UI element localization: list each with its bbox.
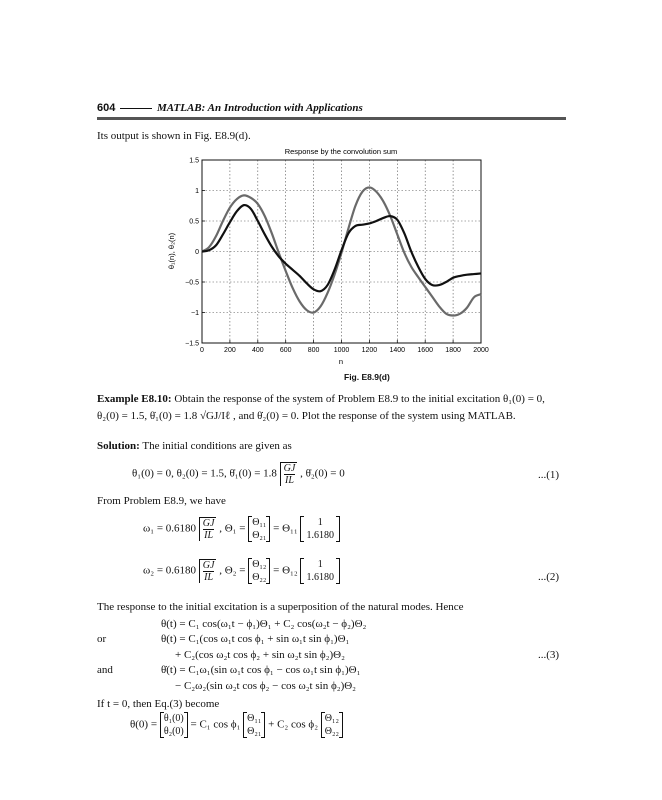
eq1-denominator: IL: [285, 475, 294, 486]
intro-text: Its output is shown in Fig. E8.9(d).: [97, 130, 251, 142]
y-axis-label: θ₁(n), θ₂(n): [167, 232, 176, 270]
if-t-zero-text: If t = 0, then Eq.(3) become: [97, 698, 220, 710]
eq4-m2-bottom: Θ₂₂: [324, 726, 339, 737]
theta2-vec-bottom: Θ₂₂: [252, 572, 267, 583]
theta2-val-bottom: 1.6180: [306, 572, 334, 583]
header-rule: [97, 117, 566, 120]
x-tick-label: 400: [251, 347, 264, 354]
y-tick-label: −1.5: [185, 340, 199, 348]
eq4-vec-bottom: θ₂(0): [163, 726, 184, 737]
theta1-val-top: 1: [317, 517, 323, 528]
and-label: and: [97, 664, 113, 676]
y-tick-label: 0: [195, 249, 199, 256]
eq4-theta-vector: [160, 712, 188, 738]
theta2-val-top: 1: [317, 559, 323, 570]
w1-mid: , Θ₁ =: [219, 522, 246, 535]
theta2-values: [300, 558, 340, 584]
x-tick-label: 0: [200, 347, 204, 354]
equation-1: [132, 462, 345, 486]
theta1-val-bottom: 1.6180: [306, 530, 334, 541]
example-line-1: [97, 392, 545, 406]
omega-1-equation: [143, 516, 340, 542]
eq1-numerator: GJ: [283, 463, 296, 474]
w2-denominator: IL: [204, 572, 214, 583]
eq1-left: θ₁(0) = 0, θ₂(0) = 1.5, θ̇₁(0) = 1.8: [132, 467, 277, 480]
x-tick-label: 1200: [361, 347, 378, 354]
eq1-ref: ...(1): [538, 469, 560, 481]
eq3-line-d: θ̇(t) = C₁ω₁(sin ω₁t cos ϕ₁ − cos ω₁t sin ϕ₁)Θ₁: [161, 664, 361, 676]
eq3-line-b: θ(t) = C₁(cos ω₁t cos ϕ₁ + sin ω₁t sin ϕ₁)Θ₁: [161, 633, 350, 645]
y-tick-label: 1.5: [189, 157, 199, 165]
chart-ticks: [185, 158, 489, 355]
example-line-2: θ₂(0) = 1.5, θ̇₁(0) = 1.8 √GJ/Iℓ , and θ̇₂(0) = 0. Plot the response of the system using MATLAB.: [97, 410, 516, 422]
x-tick-label: 200: [224, 347, 236, 354]
x-tick-label: 1600: [417, 347, 433, 354]
w2-left: ω₂ = 0.6180: [143, 564, 197, 577]
theta1-vector: [248, 516, 270, 542]
figure-caption: Fig. E8.9(d): [344, 372, 390, 382]
from-problem-text: From Problem E8.9, we have: [97, 495, 226, 507]
x-tick-label: 1800: [445, 347, 461, 354]
x-tick-label: 600: [279, 347, 292, 354]
y-tick-label: −0.5: [185, 279, 199, 287]
or-label: or: [97, 633, 107, 645]
eq1-right: , θ̇₂(0) = 0: [300, 467, 345, 480]
eq3-line-c: + C₂(cos ω₂t cos ϕ₂ + sin ω₂t sin ϕ₂)Θ₂: [175, 649, 345, 661]
eq4-m1-top: Θ₁₁: [247, 713, 262, 724]
omega-2-equation: [143, 558, 340, 584]
eq3-line-a: θ(t) = C₁ cos(ω₁t − ϕ₁)Θ₁ + C₂ cos(ω₂t − ϕ₂)Θ₂: [161, 618, 367, 630]
y-tick-label: −1: [191, 310, 199, 317]
eq3-ref: ...(3): [538, 649, 560, 661]
equation-4: [130, 712, 343, 738]
x-tick-label: 1000: [333, 347, 350, 354]
w1-sqrt-fraction: [199, 517, 217, 541]
theta1-vec-bottom: Θ₂₁: [252, 530, 267, 541]
response-chart: [160, 145, 500, 367]
eq4-mode2-vector: [321, 712, 343, 738]
w2-numerator: GJ: [202, 560, 215, 571]
eq3-line-e: − C₂ω₂(sin ω₂t cos ϕ₂ − cos ω₂t sin ϕ₂)Θ₂: [175, 680, 357, 692]
eq1-sqrt-fraction: [280, 462, 298, 486]
w2-eq: = Θ₁₂: [273, 564, 298, 577]
eq2-ref: ...(2): [538, 571, 560, 583]
w2-mid: , Θ₂ =: [219, 564, 246, 577]
x-tick-label: 1400: [389, 347, 406, 354]
series-line-theta1: [202, 205, 481, 291]
eq4-mode1-vector: [243, 712, 265, 738]
w1-denominator: IL: [204, 530, 214, 541]
running-title: MATLAB: An Introduction with Applications: [157, 102, 363, 114]
theta1-values: [300, 516, 340, 542]
theta1-vec-top: Θ₁₁: [252, 517, 267, 528]
eq4-m2-top: Θ₁₂: [324, 713, 339, 724]
w1-left: ω₁ = 0.6180: [143, 522, 197, 535]
header-dash: [120, 108, 152, 109]
w1-numerator: GJ: [202, 518, 215, 529]
y-tick-label: 0.5: [189, 218, 199, 226]
theta2-vector: [248, 558, 270, 584]
solution-label: Solution:: [97, 440, 140, 452]
eq4-left: θ(0) =: [130, 718, 158, 731]
eq4-m1-bottom: Θ₂₁: [247, 726, 262, 737]
w1-eq: = Θ₁₁: [273, 522, 298, 535]
x-axis-label: n: [338, 357, 344, 366]
x-tick-label: 2000: [473, 347, 489, 354]
eq4-mid: = C₁ cos ϕ₁: [190, 718, 241, 731]
x-tick-label: 800: [307, 347, 320, 354]
solution-line: [97, 439, 292, 453]
chart-title: Response by the convolution sum: [284, 147, 398, 156]
theta2-vec-top: Θ₁₂: [252, 559, 267, 570]
solution-text: The initial conditions are given as: [142, 440, 292, 452]
page-number: 604: [97, 102, 116, 114]
eq4-plus: + C₂ cos ϕ₂: [268, 718, 319, 731]
superposition-text: The response to the initial excitation is a superposition of the natural modes. Hence: [97, 601, 464, 613]
y-tick-label: 1: [195, 188, 199, 195]
example-label: Example E8.10:: [97, 393, 172, 405]
eq4-vec-top: θ₁(0): [163, 713, 184, 724]
w2-sqrt-fraction: [199, 559, 217, 583]
example-text-1: Obtain the response of the system of Problem E8.9 to the initial excitation θ₁(0) = 0,: [174, 393, 545, 405]
